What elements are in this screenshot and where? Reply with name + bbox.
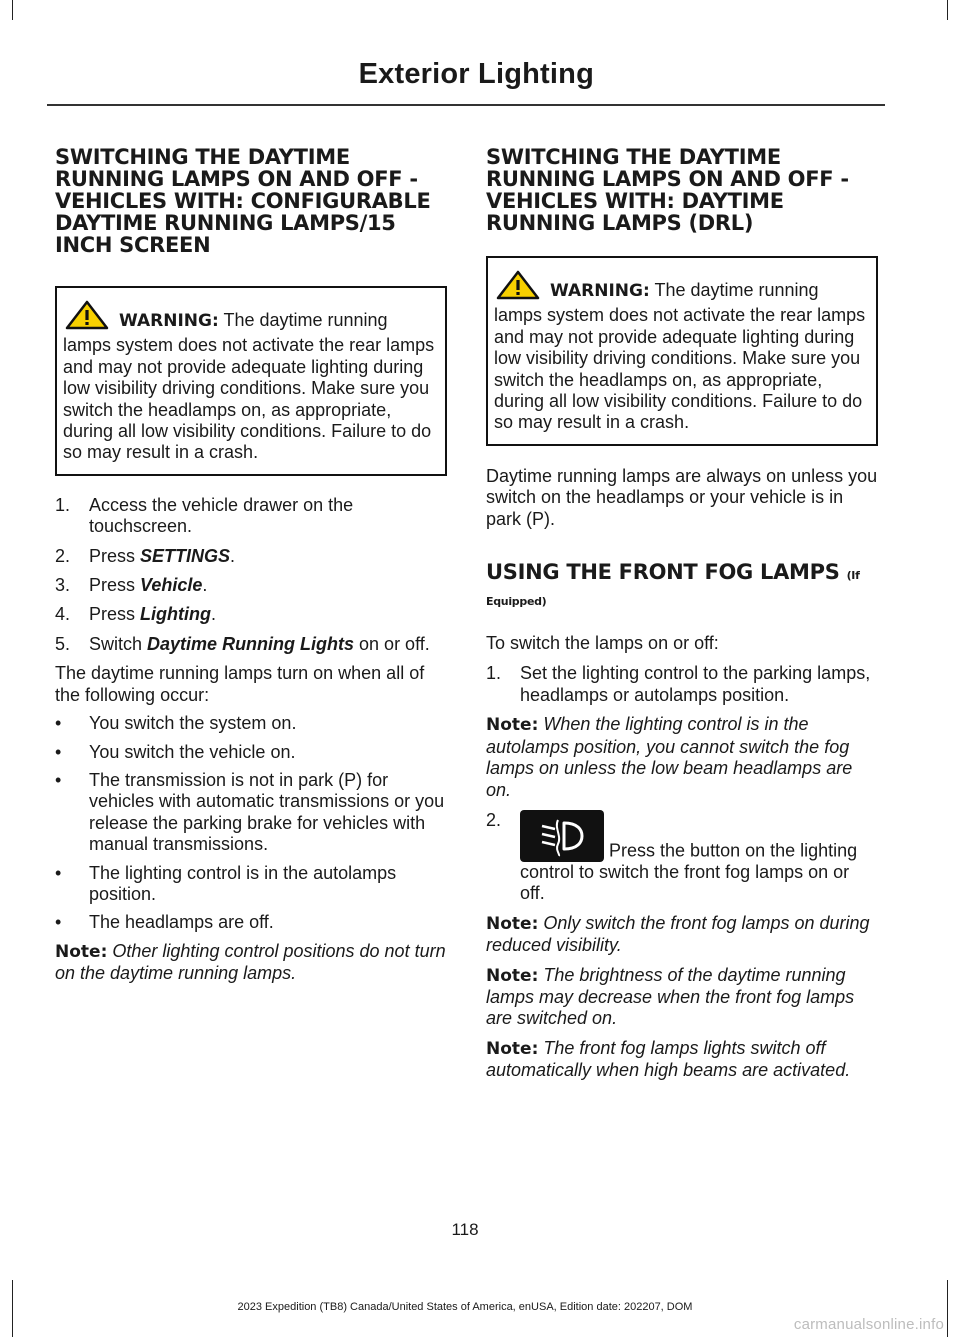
left-column: [55, 146, 447, 985]
crop-mark: [947, 1280, 948, 1337]
front-fog-lamp-icon: [520, 810, 604, 862]
list-item: 4. Press Lighting.: [55, 604, 217, 625]
list-item: 2. Press SETTINGS.: [55, 545, 236, 566]
list-item: • You switch the vehicle on.: [55, 741, 296, 762]
menu-setting-name: Daytime Running Lights: [147, 633, 355, 654]
menu-setting-name: Lighting: [140, 604, 211, 625]
list-item: • The headlamps are off.: [55, 912, 274, 933]
section-heading-fog-lamps: USING THE FRONT FOG LAMPS (If Equipped): [486, 560, 860, 609]
list-item: 2. Press the button on the lighting control to switch the front fog lamps on or off.: [486, 809, 858, 904]
settings-steps: [55, 495, 447, 655]
conditions-list: [55, 713, 447, 934]
list-item: • The lighting control is in the autolamps position.: [55, 862, 397, 904]
section-heading-configurable-drl: SWITCHING THE DAYTIME RUNNING LAMPS ON AND OFF - VEHICLES WITH: CONFIGURABLE DAYTIME RUNNING LAMPS/15 INCH SCREEN: [55, 145, 431, 257]
list-item: • The transmission is not in park (P) for vehicles with automatic transmissions or you release the parking brake for vehicles with manual transmissions.: [55, 769, 445, 855]
list-item: 5. Switch Daytime Running Lights on or off.: [55, 633, 430, 654]
section-heading-drl: SWITCHING THE DAYTIME RUNNING LAMPS ON AND OFF - VEHICLES WITH: DAYTIME RUNNING LAMPS (DRL): [486, 145, 849, 235]
list-item: 3. Press Vehicle.: [55, 575, 208, 596]
menu-setting-name: Vehicle: [140, 575, 203, 596]
warning-box: [55, 286, 447, 476]
warning-label: WARNING:: [550, 281, 650, 301]
warning-label: WARNING:: [119, 311, 219, 331]
warning-icon: [65, 300, 109, 335]
note: Note: The front fog lamps lights switch off automatically when high beams are activated.: [486, 1037, 851, 1081]
conditions-intro: The daytime running lamps turn on when all of the following occur:: [55, 663, 425, 705]
menu-setting-name: SETTINGS: [140, 545, 231, 566]
footer-edition-info: 2023 Expedition (TB8) Canada/United States of America, enUSA, Edition date: 202207, DOM: [237, 1301, 693, 1313]
switch-intro: To switch the lamps on or off:: [486, 633, 719, 654]
note: Note: Other lighting control positions do not turn on the daytime running lamps.: [55, 940, 446, 984]
drl-description: Daytime running lamps are always on unless you switch on the headlamps or your vehicle is in park (P).: [486, 465, 878, 529]
right-column: [486, 146, 878, 1082]
warning-text: The daytime running lamps system does not activate the rear lamps and may not provide adequate lighting during low visibility driving conditions. Make sure you switch the headlamps on, as appropriate, during all low visibility conditions. Failure to do so may result in a crash.: [63, 310, 435, 463]
note: Note: When the lighting control is in the autolamps position, you cannot switch the fog lamps on unless the low beam headlamps are on.: [486, 714, 853, 800]
fog-step-2: [486, 810, 878, 905]
list-item: 1. Set the lighting control to the parking lamps, headlamps or autolamps position.: [486, 663, 871, 705]
page-title: Exterior Lighting: [358, 58, 594, 90]
warning-text: The daytime running lamps system does not activate the rear lamps and may not provide adequate lighting during low visibility driving conditions. Make sure you switch the headlamps on, as appropriate, during all low visibility conditions. Failure to do so may result in a crash.: [494, 280, 866, 433]
list-item: • You switch the system on.: [55, 713, 297, 734]
note: Note: The brightness of the daytime running lamps may decrease when the front fog lamps are switched on.: [486, 964, 855, 1029]
warning-icon: [496, 270, 540, 305]
page-number: 118: [451, 1220, 479, 1239]
list-item: 1. Access the vehicle drawer on the touchscreen.: [55, 494, 354, 537]
watermark: carmanualsonline.info: [793, 1316, 944, 1333]
note: Note: Only switch the front fog lamps on during reduced visibility.: [486, 912, 870, 956]
crop-mark: [12, 0, 13, 20]
crop-mark: [947, 0, 948, 20]
header-divider: [47, 104, 885, 106]
fog-step-1: [486, 663, 878, 706]
warning-box: [486, 256, 878, 446]
